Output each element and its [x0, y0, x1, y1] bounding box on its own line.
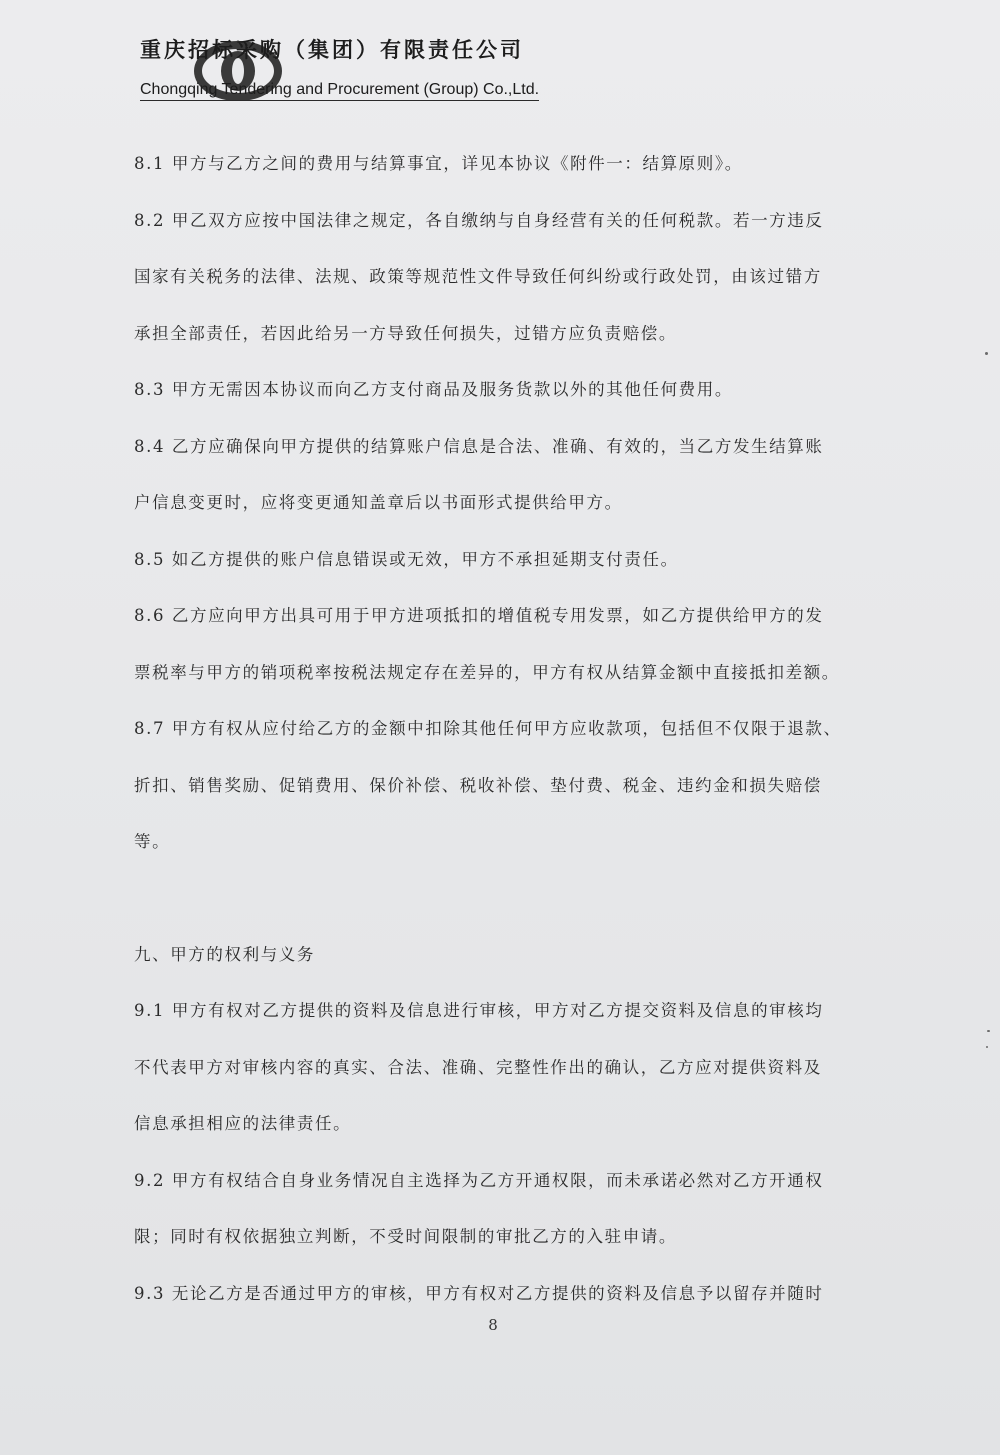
company-name-chinese: 重庆招标采购（集团）有限责任公司 [140, 38, 524, 62]
paper-speck [987, 1030, 990, 1032]
text-line: 8.4 乙方应确保向甲方提供的结算账户信息是合法、准确、有效的，当乙方发生结算账 [134, 436, 824, 456]
text-line: 票税率与甲方的销项税率按税法规定存在差异的，甲方有权从结算金额中直接抵扣差额。 [134, 662, 840, 682]
text-line: 9.2 甲方有权结合自身业务情况自主选择为乙方开通权限，而未承诺必然对乙方开通权 [134, 1170, 824, 1190]
text-line: 不代表甲方对审核内容的真实、合法、准确、完整性作出的确认，乙方应对提供资料及 [134, 1057, 822, 1077]
letterhead [140, 28, 600, 108]
paper-speck [986, 1046, 988, 1048]
text-line: 信息承担相应的法律责任。 [134, 1114, 352, 1133]
text-line: 户信息变更时，应将变更通知盖章后以书面形式提供给甲方。 [134, 493, 623, 512]
section-spacer [134, 871, 894, 927]
text-line: 等。 [134, 832, 171, 851]
text-line: 折扣、销售奖励、促销费用、保价补偿、税收补偿、垫付费、税金、违约金和损失赔偿 [134, 775, 822, 795]
section-heading: 九、甲方的权利与义务 [134, 944, 315, 964]
text-line: 8.2 甲乙双方应按中国法律之规定，各自缴纳与自身经营有关的任何税款。若一方违反 [134, 210, 824, 230]
text-line: 国家有关税务的法律、法规、政策等规范性文件导致任何纠纷或行政处罚，由该过错方 [134, 267, 822, 286]
text-line: 限；同时有权依据独立判断，不受时间限制的审批乙方的入驻申请。 [134, 1227, 677, 1246]
document-body [134, 136, 894, 1322]
page-number: 8 [488, 1316, 498, 1334]
text-line: 8.3 甲方无需因本协议而向乙方支付商品及服务货款以外的其他任何费用。 [134, 380, 733, 399]
text-line: 8.6 乙方应向甲方出具可用于甲方进项抵扣的增值税专用发票，如乙方提供给甲方的发 [134, 606, 824, 625]
text-line: 9.1 甲方有权对乙方提供的资料及信息进行审核，甲方对乙方提交资料及信息的审核均 [134, 1001, 824, 1020]
text-line: 8.7 甲方有权从应付给乙方的金额中扣除其他任何甲方应收款项，包括但不仅限于退款、 [134, 719, 842, 738]
paper-speck [985, 352, 988, 355]
text-line: 8.5 如乙方提供的账户信息错误或无效，甲方不承担延期支付责任。 [134, 549, 679, 569]
text-line: 8.1 甲方与乙方之间的费用与结算事宜，详见本协议《附件一：结算原则》。 [134, 154, 743, 173]
text-line: 9.3 无论乙方是否通过甲方的审核，甲方有权对乙方提供的资料及信息予以留存并随时 [134, 1283, 824, 1303]
text-line: 承担全部责任，若因此给另一方导致任何损失，过错方应负责赔偿。 [134, 323, 677, 343]
company-name-english: Chongqing Tendering and Procurement (Group) Co.,Ltd. [140, 81, 539, 101]
